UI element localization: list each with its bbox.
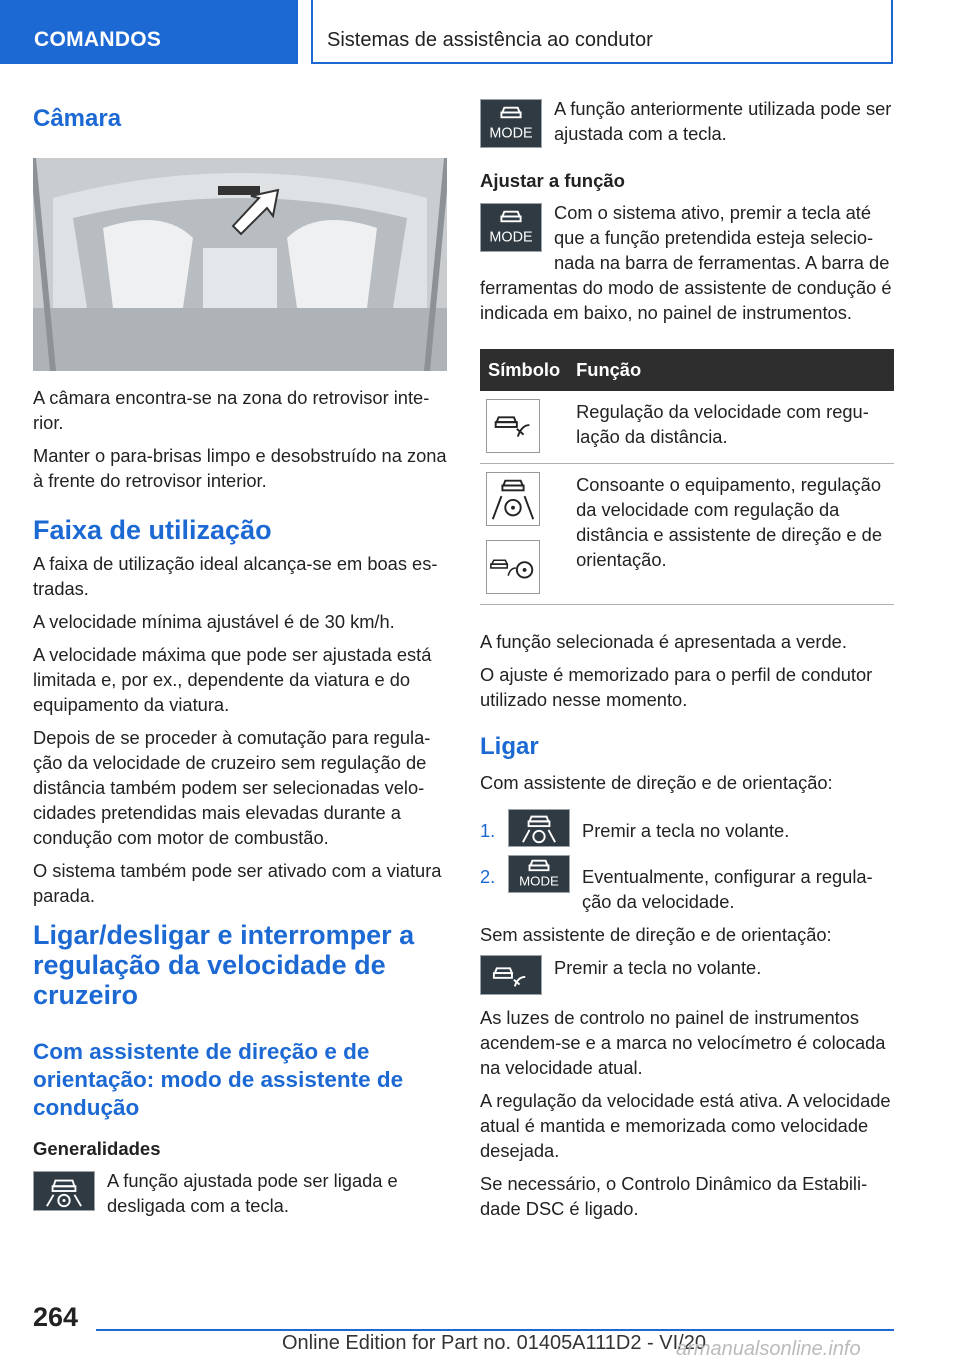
active-paragraph: A regulação da velocidade está ativa. A velocidade atual é mantida e memorizada como velocidade desejada. xyxy=(480,1090,891,1161)
step-number: 1. xyxy=(480,820,496,841)
mode-label: MODE xyxy=(489,125,533,142)
lights-paragraph: As luzes de controlo no painel de instrumentos acendem-se e a marca no velocímetro é colocada na velocidade atual. xyxy=(480,1007,886,1078)
on-heading: Ligar xyxy=(480,733,539,760)
range-paragraph-2: A velocidade mínima ajustável é de 30 km/h. xyxy=(33,611,395,632)
mode-button-icon xyxy=(480,99,542,148)
edition-text: Online Edition for Part no. 01405A111D2 - VI/20 xyxy=(282,1332,706,1354)
distance-steering-icon xyxy=(486,540,540,594)
assist-button-icon xyxy=(33,1171,95,1211)
dsc-paragraph: Se necessário, o Controlo Dinâmico da Estabilidade DSC é ligado. xyxy=(480,1173,868,1219)
mode-button-icon-2 xyxy=(480,203,542,252)
with-assist-paragraph: Com assistente de direção e de orientação: xyxy=(480,772,833,793)
general-row xyxy=(33,1168,447,1218)
adjust-paragraph: Com o sistema ativo, premir a tecla até que a função pretendida esteja selecionada na barra de ferramentas. A barra de ferramentas do modo de assistente de condução é indicada em baixo, no painel de instrumentos. xyxy=(480,202,892,323)
list-item xyxy=(480,855,894,914)
left-column xyxy=(33,96,447,1226)
mode-button-icon-3 xyxy=(508,855,570,893)
table-cell-function: Regulação da velocidade com regulação da distância. xyxy=(568,391,894,464)
assist-heading: Com assistente de direção e de orientação: modo de assistente de condução xyxy=(33,1039,404,1120)
mode-label-2: MODE xyxy=(489,229,533,246)
step-number: 2. xyxy=(480,866,496,887)
memory-paragraph: O ajuste é memorizado para o perfil de condutor utilizado nesse momento. xyxy=(480,664,873,710)
section-tab xyxy=(0,0,298,64)
without-assist-paragraph: Sem assistente de direção e de orientação: xyxy=(480,924,832,945)
steps-list xyxy=(480,809,894,914)
table-row xyxy=(480,391,894,464)
col-symbol: Símbolo xyxy=(480,349,568,391)
range-paragraph-3: A velocidade máxima que pode ser ajustada está limitada e, por ex., dependente da viatura e do equipamento da viatura. xyxy=(33,644,432,715)
camera-paragraph-2: Manter o para-brisas limpo e desobstruído na zona à frente do retrovisor interior. xyxy=(33,445,447,491)
step-text: Premir a tecla no volante. xyxy=(582,820,790,841)
chapter-title: Sistemas de assistência ao condutor xyxy=(327,29,653,51)
adjust-heading: Ajustar a função xyxy=(480,170,625,191)
table-cell-function: Consoante o equipamento, regulação da velocidade com regulação da distância e assistente de direção e de orientação. xyxy=(568,464,894,605)
assist-button-icon-2 xyxy=(508,809,570,847)
table-row xyxy=(480,464,894,605)
range-paragraph-5: O sistema também pode ser ativado com a viatura parada. xyxy=(33,860,442,906)
range-paragraph-1: A faixa de utilização ideal alcança-se em boas estradas. xyxy=(33,553,438,599)
general-heading: Generalidades xyxy=(33,1138,161,1159)
right-column xyxy=(480,96,894,1229)
step-text: Eventualmente, configurar a regulação da velocidade. xyxy=(582,866,873,912)
camera-photo xyxy=(33,158,447,371)
mode-row xyxy=(480,96,894,148)
section-title: COMANDOS xyxy=(34,28,162,51)
camera-paragraph-1: A câmara encontra-se na zona do retrovisor interior. xyxy=(33,387,430,433)
chapter-tab xyxy=(311,0,893,64)
list-item xyxy=(480,809,894,847)
selected-paragraph: A função selecionada é apresentada a verde. xyxy=(480,631,847,652)
general-paragraph: A função ajustada pode ser ligada e desligada com a tecla. xyxy=(107,1170,398,1216)
press-key-paragraph: Premir a tecla no volante. xyxy=(554,957,762,978)
press-key-row xyxy=(480,955,894,995)
cruise-button-icon xyxy=(480,955,542,995)
onoff-heading: Ligar/desligar e interromper a regulação da velocidade de cruzeiro xyxy=(33,920,415,1010)
range-paragraph-4: Depois de se proceder à comutação para regulação da velocidade de cruzeiro sem regulação de distância também podem ser selecionadas velocidades pretendidas mais elevadas durante a condução com motor de combustão. xyxy=(33,727,431,848)
col-function: Função xyxy=(568,349,894,391)
mode-paragraph: A função anteriormente utilizada pode ser ajustada com a tecla. xyxy=(554,98,892,144)
symbol-table xyxy=(480,349,894,605)
distance-control-icon xyxy=(486,399,540,453)
watermark: armanualsonline.info xyxy=(676,1338,861,1360)
footer-divider xyxy=(96,1329,894,1331)
range-heading: Faixa de utilização xyxy=(33,515,272,545)
page-number: 264 xyxy=(33,1302,79,1332)
mode-label-3: MODE xyxy=(519,873,559,889)
camera-heading: Câmara xyxy=(33,105,122,132)
steering-assist-icon xyxy=(486,472,540,526)
